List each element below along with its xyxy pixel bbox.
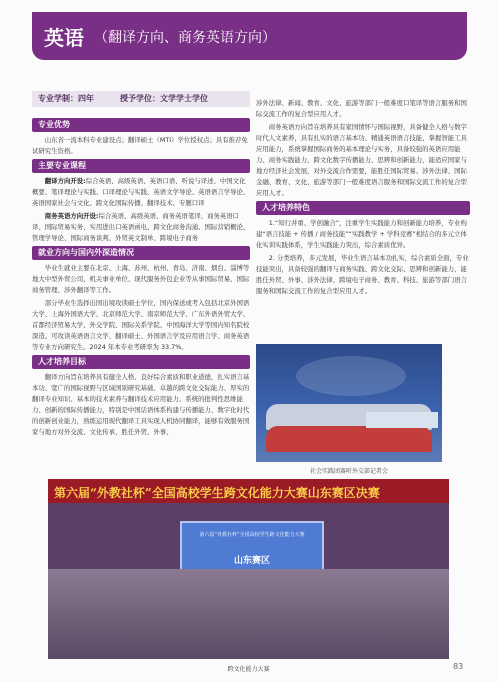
page-subtitle: （翻译方向、商务英语方向）	[94, 30, 276, 46]
courses-business-text: 综合英语、高级英语、商务英语笔译、商务英语口译、国际贸易实务、实用进出口英语函电、跨文化商务沟通、国际营销概论、管理学导论、国际商务谈判、外贸英文制单、跨境电子商务	[32, 212, 250, 242]
right-column	[256, 98, 470, 299]
world-map-backdrop	[296, 356, 406, 396]
goal-business-text: 商务英语方向旨在培养具有家国情怀与国际视野，具备健全人格与数字时代人文素养，具有扎实的语言基本功、精通英语语言技能、掌握智能工具应用能力，系统掌握国际商务的基本理论与实务，具备较强的英语应用能力、商务实践能力、跨文化数字传播能力、思辨和创新能力，能适应国家与地方经济社会发展，对外交流合作需要，能胜任国际贸易、涉外法律、国际金融、教育、文化、旅游等部门一般难度语言服务和国际交流工作的复合型应用人才。	[256, 123, 467, 197]
advantage-text: 山东省一流本科专业建设点；翻译硕士（MTI）学位授权点；具有推荐免试研究生资格。	[32, 136, 248, 155]
section-header-employment: 就业方向与国内外深造情况	[32, 246, 250, 260]
degree-label: 授予学位：文学学士学位	[120, 94, 208, 103]
duration-label: 专业学制：四年	[38, 94, 94, 103]
employment-text-2: 部分毕业生选择出国出境攻读硕士学位，国内保送或考入包括北京外国语大学、上海外国语大学、北京师范大学、南京师范大学、广东外语外贸大学、首都经济贸易大学、外交学院、国际关系学院、中国海洋大学等国内知名院校深造。可攻读英语语言文学、翻译硕士、外国语言学及应用语言学、商务英语等专业方向研究生。2024 年本专业考研率为 33.7%。	[32, 299, 250, 351]
competition-banner-text: 第六届“外教社杯”全国高校学生跨文化能力大赛山东赛区决赛	[54, 486, 380, 500]
goal-text-continued: 涉外法律、新闻、教育、文化、旅游等部门一般难度口笔译等语言服务和国际交流工作的复合型应用人才。	[256, 99, 467, 118]
title-banner	[32, 12, 467, 60]
courses-translation	[32, 176, 250, 209]
feature-1: 1.“知行并重、学创融合”，注重学生实践能力和创新能力培养，专业构建“语言技能 + 传播 / 商务技能”“实践教学 + 学科竞赛”相结合的多元立体化实训实践体系，学生实践能力突出，综合素质优异。	[256, 219, 467, 249]
section-header-goal: 人才培养目标	[32, 355, 250, 369]
section-header-courses: 主要专业课程	[32, 159, 250, 173]
courses-translation-text: 综合英语、高级英语、英语口语、听说与译述、中国文化概要、笔译理论与实践、口译理论与实践、英语文学导论、英语语言学导论、英语国家社会与文化、跨文化国际传播、翻译技术、专题口译	[32, 177, 250, 207]
section-header-advantage: 专业优势	[32, 118, 250, 132]
section-header-features: 人才培养特色	[256, 201, 470, 215]
goal-text: 翻译方向旨在培养具有健全人格、良好综合素质和职业道德，扎实语言基本功、宽广的国际视野与区域国别研究基础、卓越的跨文化交际能力、厚实的翻译专业知识、基本的技术素养与翻译技术应用能力、系统的批判性思维能力、创新的国际传播能力，特别是中国话语体系构建与传播能力、数字化时代的创新创业能力，熟练运用现代翻译工具实现人机协同翻译，能够有效服务国家与地方对外交流、文化传承，胜任外贸、外事、	[32, 373, 250, 436]
page-number: 83	[453, 662, 464, 671]
feature-2: 2. 分类培养，多元发展，毕业生语言基本功扎实，综合素质全面，专业技能突出，具备较强的翻译与商务实践、跨文化交际、思辨和创新能力，能胜任外贸、外事、涉外法律、跨境电子商务、教育、科技、旅游等部门语言服务和国际交流工作的复合型应用人才。	[256, 254, 469, 295]
group-photo-crowd	[48, 569, 449, 659]
degree-info-bar	[32, 91, 250, 107]
courses-translation-label: 翻译方向开设:	[44, 177, 86, 185]
team-banner	[366, 412, 438, 428]
left-column	[32, 116, 250, 440]
people-row-front	[266, 426, 432, 452]
screen-title: 第六届“外教社杯”全国高校学生跨文化能力大赛	[199, 532, 305, 538]
screen-region: 山东赛区	[233, 556, 270, 566]
employment-text-1: 毕业生就业主要在北京、上海、苏州、杭州、青岛、济南、烟台、淄博等地大中型外贸公司、机关事业单位、现代服务外包企业等从事国际贸易、国际商务管理、涉外翻译等工作。	[32, 264, 250, 294]
page-title: 英语	[44, 26, 84, 50]
competition-banner	[48, 479, 449, 503]
courses-business	[32, 211, 250, 244]
photo-competition	[48, 479, 449, 659]
courses-business-label: 商务英语方向开设:	[44, 212, 99, 220]
photo2-caption: 跨文化能力大赛	[227, 666, 270, 673]
photo1-caption: 社会实践团赛听外交部记者会	[309, 468, 388, 475]
photo-press-conference	[256, 344, 442, 462]
